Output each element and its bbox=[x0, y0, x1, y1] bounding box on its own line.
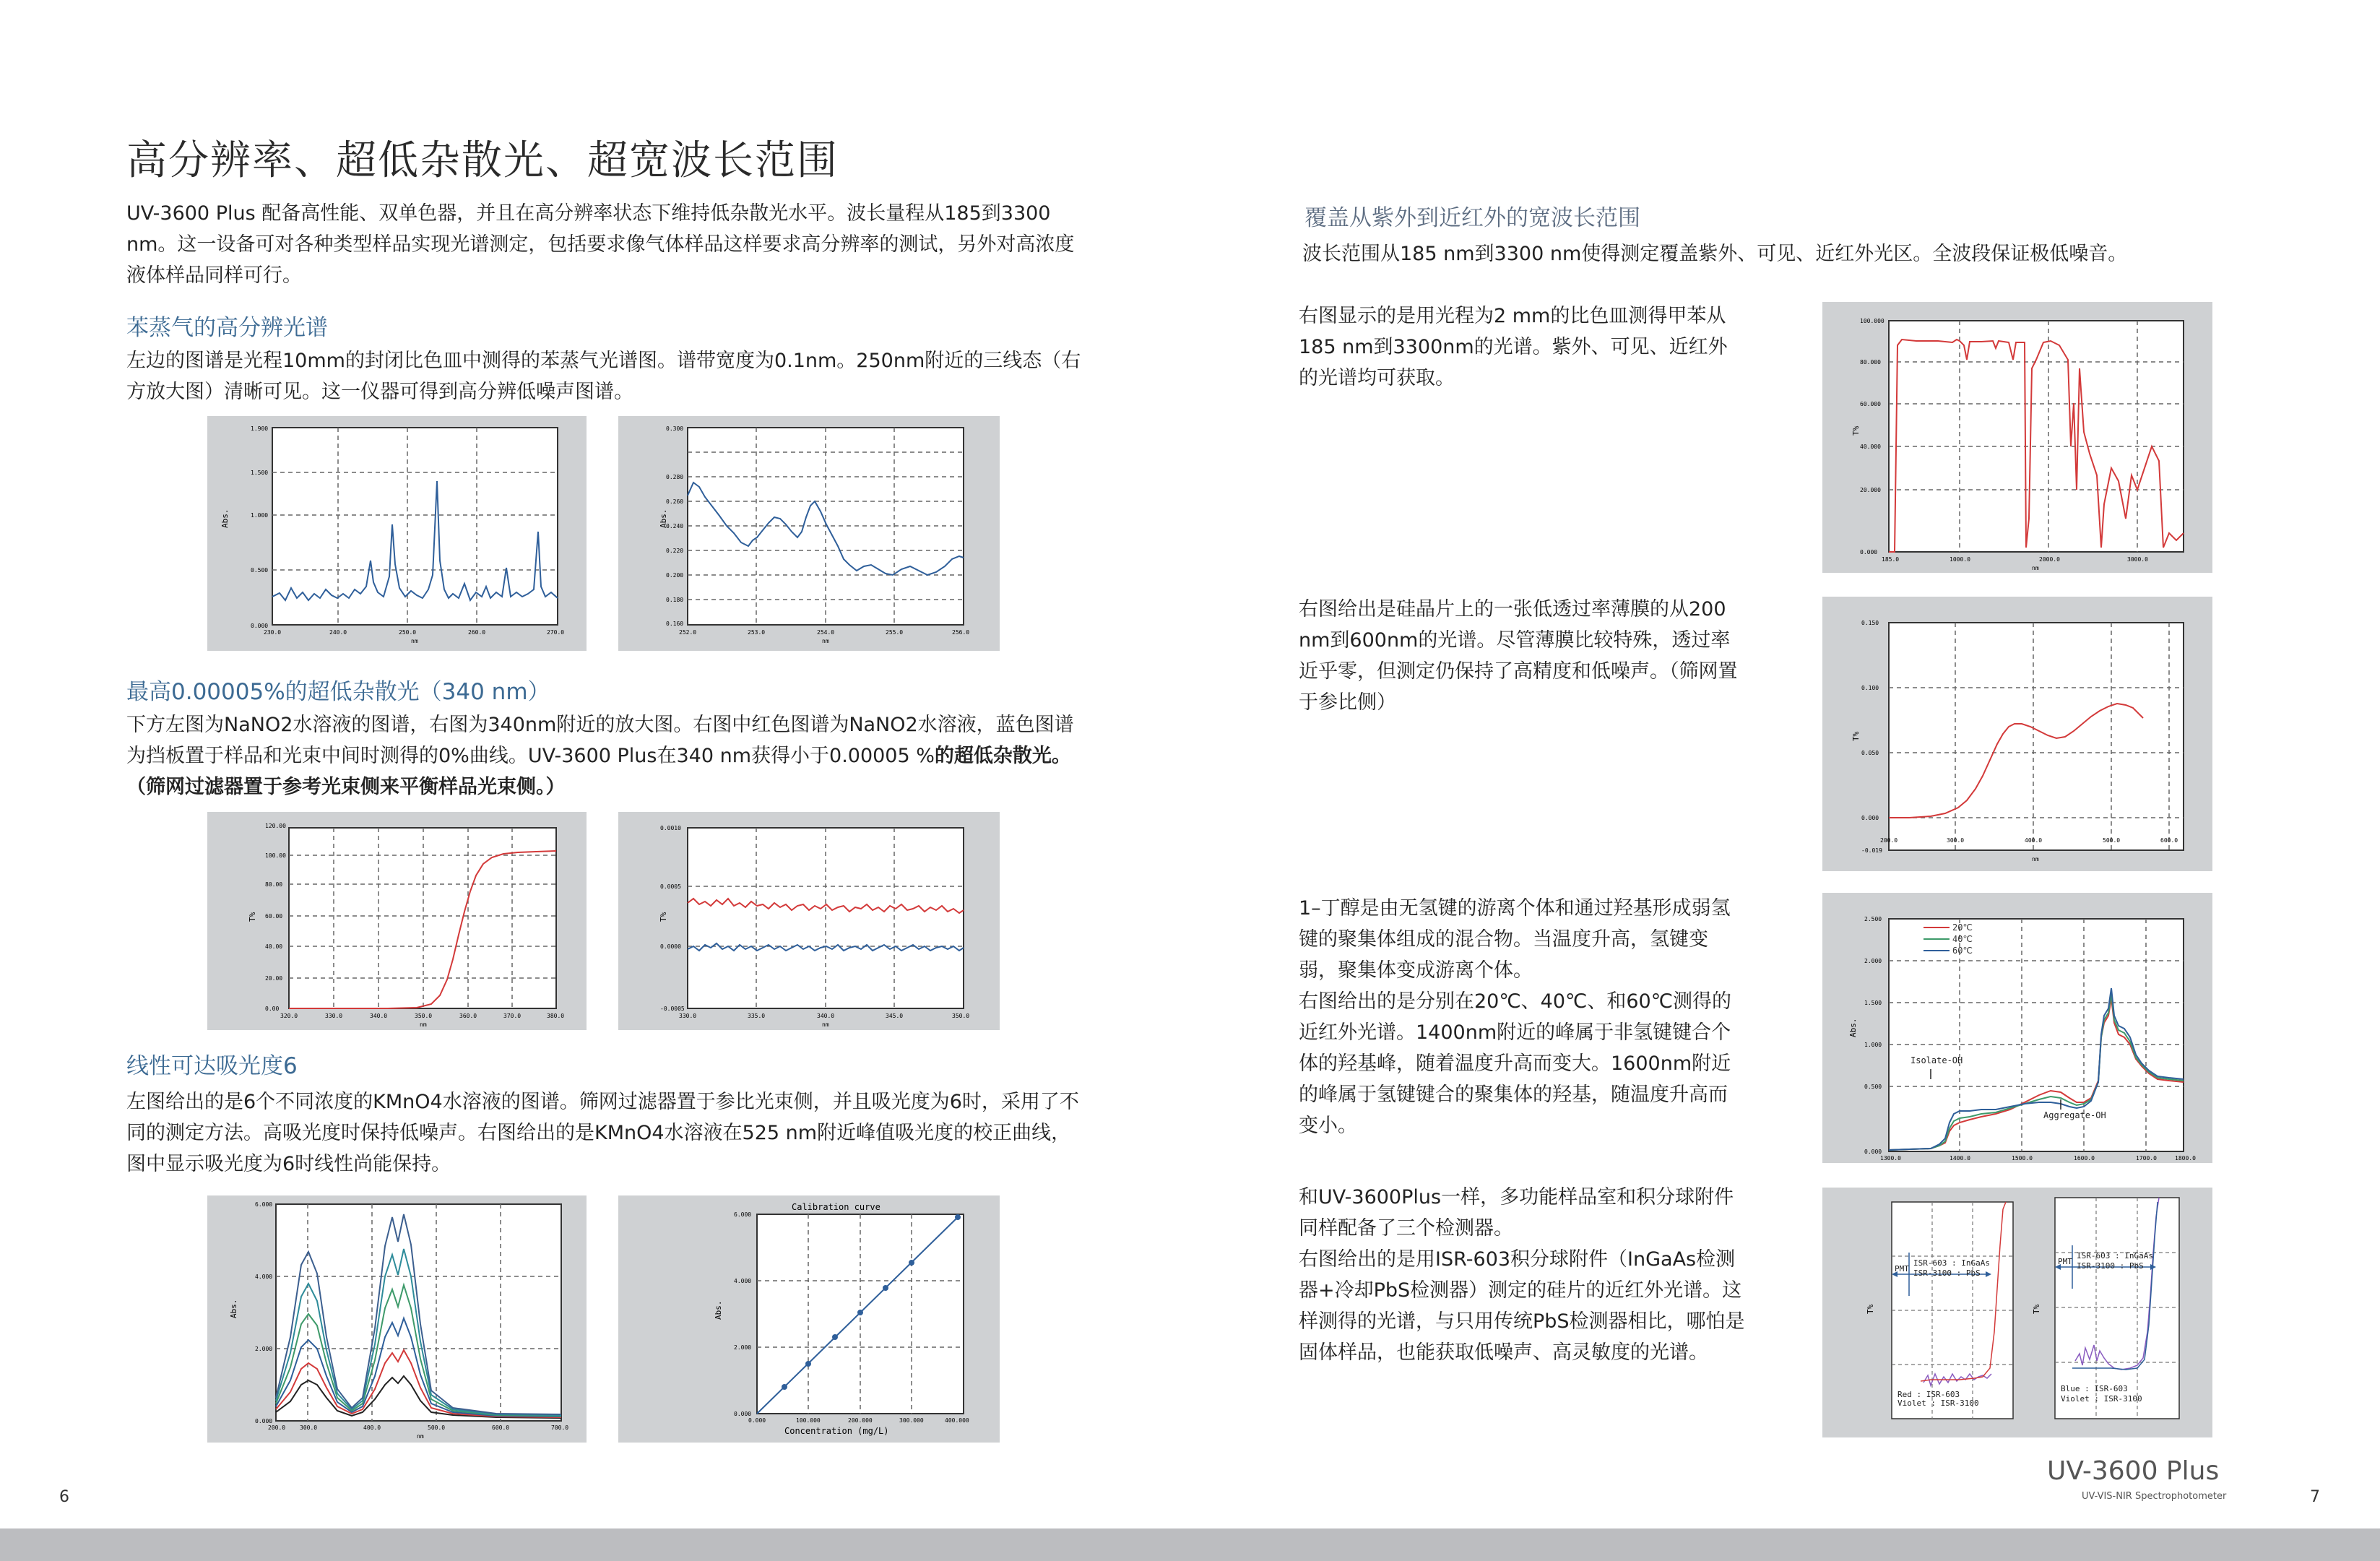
brand-name: UV-3600 Plus bbox=[2047, 1456, 2220, 1486]
y-tick: 0.0005 bbox=[660, 883, 681, 890]
y-tick: 0.000 bbox=[255, 1418, 273, 1424]
x-tick: 500.0 bbox=[428, 1424, 446, 1431]
x-tick: 360.0 bbox=[459, 1013, 477, 1019]
x-tick: 2000.0 bbox=[2039, 556, 2060, 563]
y-axis-label-left: T% bbox=[1866, 1304, 1875, 1314]
y-tick: 2.000 bbox=[255, 1346, 273, 1352]
footer-bar bbox=[0, 1528, 2380, 1561]
y-tick: 4.000 bbox=[734, 1278, 752, 1284]
text-butanol bbox=[1299, 893, 1747, 1141]
y-tick: 6.000 bbox=[255, 1201, 273, 1208]
x-tick: 400.0 bbox=[2025, 837, 2043, 844]
y-tick: 20.00 bbox=[265, 975, 283, 982]
y-tick: 1.900 bbox=[251, 425, 269, 432]
y-tick: 4.000 bbox=[255, 1274, 273, 1280]
x-tick: 200.0 bbox=[268, 1424, 286, 1431]
y-tick: -0.019 bbox=[1861, 847, 1882, 854]
section-text-linearity: 左图给出的是6个不同浓度的KMnO4水溶液的图谱。筛网过滤器置于参比光束侧，并且吸光度为6时，采用了不同的测定方法。高吸光度时保持低噪声。右图给出的是KMnO4水溶液在525 nm附近峰值吸光度的校正曲线，图中显示吸光度为6时线性尚能保持。 bbox=[126, 1091, 1079, 1175]
page-title: 高分辨率、超低杂散光、超宽波长范围 bbox=[126, 137, 839, 184]
y-tick: 100.000 bbox=[1860, 318, 1884, 324]
y-tick: 40.000 bbox=[1860, 444, 1881, 450]
annotation-aggregate-oh: Aggregate-OH bbox=[2043, 1110, 2106, 1120]
figure-benzene-full bbox=[207, 416, 587, 651]
y-tick: 0.180 bbox=[666, 597, 684, 603]
y-tick: 1.500 bbox=[251, 470, 269, 476]
y-tick: 0.00 bbox=[265, 1006, 280, 1012]
x-axis-label: nm bbox=[822, 1021, 829, 1028]
x-tick: 1400.0 bbox=[1950, 1155, 1970, 1162]
x-tick: 500.0 bbox=[2103, 837, 2121, 844]
x-tick: 253.0 bbox=[748, 629, 766, 636]
text-butanol-a: 1–丁醇是由无氢键的游离个体和通过羟基形成弱氢键的聚集体组成的混合物。当温度升高，氢键变弱，聚集体变成游离个体。 bbox=[1299, 897, 1731, 982]
x-axis-label: nm bbox=[2032, 565, 2039, 571]
stray-text-bold: 的超低杂散光。 bbox=[934, 745, 1071, 767]
x-tick: 350.0 bbox=[415, 1013, 433, 1019]
y-tick: 100.00 bbox=[265, 852, 286, 859]
x-tick: 252.0 bbox=[679, 629, 697, 636]
x-tick: 1600.0 bbox=[2074, 1155, 2095, 1162]
x-tick: 256.0 bbox=[952, 629, 970, 636]
x-tick: 380.0 bbox=[547, 1013, 565, 1019]
x-tick: 600.0 bbox=[2160, 837, 2178, 844]
x-tick: 200.000 bbox=[848, 1417, 873, 1424]
x-axis-label: nm bbox=[420, 1021, 427, 1028]
x-tick: 230.0 bbox=[264, 629, 282, 636]
x-axis-label: nm bbox=[2032, 856, 2039, 862]
x-tick: 400.000 bbox=[945, 1417, 969, 1424]
y-axis-label: Abs. bbox=[659, 509, 668, 528]
y-tick: 60.000 bbox=[1860, 401, 1881, 407]
y-tick: -0.0005 bbox=[660, 1006, 685, 1012]
detector-label-right-2: ISR-3100 : PbS bbox=[2077, 1261, 2144, 1271]
y-axis-label: T% bbox=[1851, 731, 1861, 741]
intro-paragraph: UV-3600 Plus 配备高性能、双单色器，并且在高分辨率状态下维持低杂散光水平。波长量程从185到3300 nm。这一设备可对各种类型样品实现光谱测定，包括要求像气体样品这样要求高分辨率的测试，另外对高浓度液体样品同样可行。 bbox=[126, 202, 1075, 287]
y-tick: 0.500 bbox=[1864, 1084, 1882, 1090]
text-butanol-b: 右图给出的是分别在20℃、40℃、和60℃测得的近红外光谱。1400nm附近的峰属于非氢键键合个体的羟基峰，随着温度升高而变大。1600nm附近的峰属于氢键键合的聚集体的羟基，随温度升高而变小。 bbox=[1299, 990, 1732, 1137]
y-tick: 2.000 bbox=[1864, 958, 1882, 964]
y-tick: 0.260 bbox=[666, 498, 684, 505]
y-axis-label: Abs. bbox=[220, 509, 230, 528]
y-axis-label: T% bbox=[659, 912, 668, 922]
y-tick: 2.500 bbox=[1864, 916, 1882, 922]
text-isr603-a: 和UV-3600Plus一样，多功能样品室和积分球附件同样配备了三个检测器。 bbox=[1299, 1186, 1734, 1240]
annotation-isolate-oh: Isolate-OH bbox=[1911, 1055, 1963, 1065]
x-tick: 270.0 bbox=[547, 629, 565, 636]
x-tick: 300.0 bbox=[300, 1424, 318, 1431]
x-tick: 340.0 bbox=[370, 1013, 388, 1019]
x-tick: 600.0 bbox=[492, 1424, 510, 1431]
legend-right-2: Violet : ISR-3100 bbox=[2061, 1394, 2142, 1404]
y-tick: 1.000 bbox=[1864, 1042, 1882, 1048]
figure-butanol bbox=[1822, 893, 2212, 1163]
detector-label-left-1: ISR-603 : InGaAs bbox=[1913, 1258, 1990, 1268]
brand-subtitle: UV-VIS-NIR Spectrophotometer bbox=[2082, 1491, 2227, 1502]
y-axis-label: T% bbox=[1851, 425, 1861, 436]
section-subtext-wavelength: 波长范围从185 nm到3300 nm使得测定覆盖紫外、可见、近红外光区。全波段保证极低噪音。 bbox=[1302, 243, 2128, 265]
legend-20c: 20℃ bbox=[1952, 922, 1973, 933]
x-tick: 330.0 bbox=[679, 1013, 697, 1019]
page-number-left: 6 bbox=[59, 1488, 69, 1506]
x-tick: 200.0 bbox=[1880, 837, 1898, 844]
y-axis-label-right: T% bbox=[2032, 1304, 2041, 1314]
figure-stray-light-full bbox=[207, 812, 587, 1030]
y-tick: 0.280 bbox=[666, 474, 684, 480]
legend-left-1: Red : ISR-603 bbox=[1897, 1390, 1960, 1399]
page-number-right: 7 bbox=[2310, 1488, 2320, 1506]
legend bbox=[1924, 922, 1973, 956]
y-tick: 2.000 bbox=[734, 1344, 752, 1351]
x-tick: 1300.0 bbox=[1880, 1155, 1901, 1162]
y-tick: 0.000 bbox=[1860, 549, 1878, 555]
detector-label-left-2: ISR-3100 : PbS bbox=[1913, 1268, 1981, 1278]
x-tick: 340.0 bbox=[817, 1013, 835, 1019]
x-axis-label: Concentration (mg/L) bbox=[784, 1426, 889, 1436]
x-tick: 3000.0 bbox=[2127, 556, 2148, 563]
y-axis-label: Abs. bbox=[714, 1300, 723, 1320]
x-tick: 1500.0 bbox=[2012, 1155, 2033, 1162]
y-tick: 0.000 bbox=[1864, 1149, 1882, 1155]
text-toluene: 右图显示的是用光程为2 mm的比色皿测得甲苯从185 nm到3300nm的光谱。紫外、可见、近红外的光谱均可获取。 bbox=[1299, 305, 1728, 389]
x-axis-label: nm bbox=[411, 638, 418, 644]
y-tick: 0.220 bbox=[666, 548, 684, 554]
x-tick: 254.0 bbox=[817, 629, 835, 636]
x-tick: 350.0 bbox=[952, 1013, 970, 1019]
y-tick: 0.0000 bbox=[660, 943, 681, 950]
x-tick: 320.0 bbox=[280, 1013, 298, 1019]
y-tick: 0.200 bbox=[666, 572, 684, 579]
x-tick: 335.0 bbox=[748, 1013, 766, 1019]
section-heading-linearity: 线性可达吸光度6 bbox=[126, 1053, 298, 1079]
figure-calibration-curve bbox=[618, 1195, 1000, 1443]
y-tick: 60.00 bbox=[265, 913, 283, 920]
y-tick: 0.050 bbox=[1861, 750, 1879, 756]
y-tick: 6.000 bbox=[734, 1211, 752, 1218]
y-tick: 0.0010 bbox=[660, 825, 681, 831]
y-tick: 0.160 bbox=[666, 620, 684, 627]
y-tick: 1.000 bbox=[251, 512, 269, 519]
y-tick: 0.150 bbox=[1861, 620, 1879, 626]
x-tick: 0.000 bbox=[748, 1417, 766, 1424]
detector-label-right-1: ISR-603 : InGaAs bbox=[2077, 1251, 2153, 1261]
x-tick: 1000.0 bbox=[1950, 556, 1970, 563]
y-tick: 80.000 bbox=[1860, 359, 1881, 366]
y-tick: 0.000 bbox=[734, 1411, 752, 1417]
y-tick: 0.000 bbox=[251, 623, 269, 629]
x-tick: 1800.0 bbox=[2175, 1155, 2196, 1162]
text-isr603-b: 右图给出的是用ISR-603积分球附件（InGaAs检测器+冷却PbS检测器）测定的硅片的近红外光谱。这样测得的光谱，与只用传统PbS检测器相比，哪怕是固体样品，也能获取低噪声、高灵敏度的光谱。 bbox=[1299, 1248, 1745, 1364]
pmt-label-right: PMT bbox=[2058, 1257, 2072, 1266]
figure-toluene bbox=[1822, 302, 2212, 573]
y-tick: 40.00 bbox=[265, 943, 283, 950]
x-tick: 255.0 bbox=[886, 629, 904, 636]
x-tick: 400.0 bbox=[363, 1424, 381, 1431]
legend-left-2: Violet : ISR-3100 bbox=[1897, 1398, 1979, 1408]
legend-right-1: Blue : ISR-603 bbox=[2061, 1384, 2128, 1393]
figure-thin-film bbox=[1822, 597, 2212, 871]
figure-kmno4-spectra bbox=[207, 1195, 587, 1443]
y-axis-label: Abs. bbox=[1848, 1018, 1858, 1037]
x-tick: 345.0 bbox=[886, 1013, 904, 1019]
x-tick: 1700.0 bbox=[2136, 1155, 2157, 1162]
y-axis-label: T% bbox=[248, 912, 257, 922]
x-tick: 240.0 bbox=[329, 629, 347, 636]
x-tick: 300.000 bbox=[899, 1417, 924, 1424]
y-tick: 120.00 bbox=[265, 823, 286, 829]
x-tick: 300.0 bbox=[1947, 837, 1965, 844]
legend-60c: 60℃ bbox=[1952, 946, 1973, 956]
x-axis-label: nm bbox=[417, 1433, 424, 1440]
x-tick: 260.0 bbox=[468, 629, 486, 636]
chart-title: Calibration curve bbox=[792, 1202, 880, 1212]
y-tick: 20.000 bbox=[1860, 487, 1881, 493]
figure-benzene-zoom bbox=[618, 416, 1000, 651]
x-tick: 700.0 bbox=[551, 1424, 569, 1431]
text-thin-film: 右图给出是硅晶片上的一张低透过率薄膜的从200 nm到600nm的光谱。尽管薄膜比较特殊，透过率近乎零，但测定仍保持了高精度和低噪声。（筛网置于参比侧） bbox=[1299, 598, 1738, 714]
x-tick: 330.0 bbox=[325, 1013, 343, 1019]
y-tick: 0.500 bbox=[251, 567, 269, 574]
section-text-benzene: 左边的图谱是光程10mm的封闭比色皿中测得的苯蒸气光谱图。谱带宽度为0.1nm。250nm附近的三线态（右方放大图）清晰可见。这一仪器可得到高分辨低噪声图谱。 bbox=[126, 350, 1081, 403]
figure-nir-detectors bbox=[1822, 1188, 2212, 1437]
x-tick: 250.0 bbox=[399, 629, 417, 636]
y-axis-label: Abs. bbox=[229, 1299, 238, 1318]
y-tick: 0.240 bbox=[666, 523, 684, 529]
stray-text-bold-note: （筛网过滤器置于参考光束侧来平衡样品光束侧。） bbox=[126, 776, 566, 798]
x-tick: 100.000 bbox=[796, 1417, 821, 1424]
x-axis-label: nm bbox=[822, 638, 829, 644]
x-tick: 185.0 bbox=[1882, 556, 1900, 563]
section-text-stray-light bbox=[126, 709, 1087, 803]
y-tick: 0.000 bbox=[1861, 815, 1879, 821]
y-tick: 0.300 bbox=[666, 425, 684, 432]
section-heading-stray-light: 最高0.00005%的超低杂散光（340 nm） bbox=[126, 679, 550, 705]
y-tick: 1.500 bbox=[1864, 1000, 1882, 1006]
y-tick: 0.100 bbox=[1861, 685, 1879, 691]
text-isr603 bbox=[1299, 1182, 1747, 1368]
section-heading-wavelength: 覆盖从紫外到近红外的宽波长范围 bbox=[1304, 205, 1640, 231]
y-tick: 80.00 bbox=[265, 881, 283, 888]
pmt-label-left: PMT bbox=[1895, 1264, 1909, 1274]
x-tick: 370.0 bbox=[503, 1013, 522, 1019]
section-heading-benzene: 苯蒸气的高分辨光谱 bbox=[126, 315, 328, 341]
legend-40c: 40℃ bbox=[1952, 934, 1973, 944]
stray-text-regular: 下方左图为NaNO2水溶液的图谱，右图为340nm附近的放大图。右图中红色图谱为NaNO2水溶液，蓝色图谱为挡板置于样品和光束中间时测得的0%曲线。UV-3600 Plus在340 nm获得小于0.00005 % bbox=[126, 714, 1074, 767]
figure-stray-light-zoom bbox=[618, 812, 1000, 1030]
